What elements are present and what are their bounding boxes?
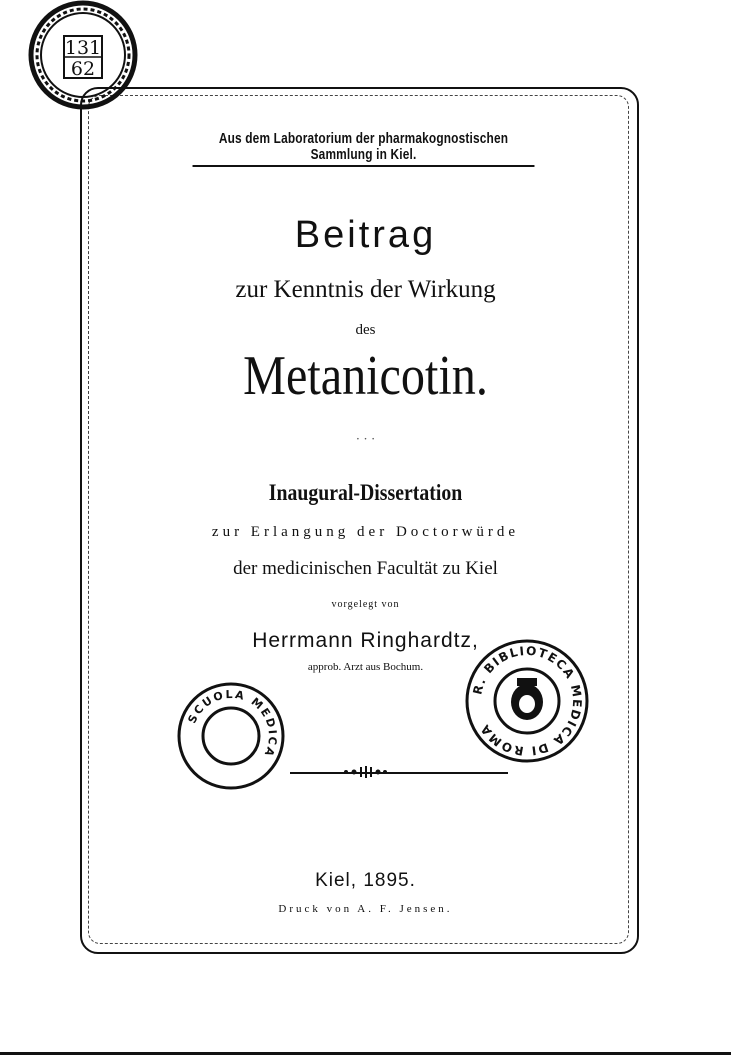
author-credentials: approb. Arzt aus Bochum. <box>307 661 424 673</box>
presented-by: vorgelegt von <box>331 599 400 610</box>
title-beitrag: Beitrag <box>294 214 437 256</box>
printer: Druck von A. F. Jensen. <box>278 903 453 915</box>
title-des: des <box>355 322 376 338</box>
ornamental-rule <box>290 772 508 774</box>
title-subtitle: zur Kenntnis der Wirkung <box>235 276 496 303</box>
shelfmark-top: 131 <box>64 37 102 59</box>
left-stamp-text: SCUOLA MEDICA <box>185 687 280 760</box>
scan-edge-line <box>0 1052 731 1055</box>
right-stamp-text: R. BIBLIOTECA MEDICA DI ROMA <box>470 643 585 759</box>
laboratory-header: Aus dem Laboratorium der pharmakognostischen Sammlung in Kiel. <box>193 131 535 167</box>
title-metanicotin: Metanicotin. <box>243 345 488 407</box>
dissertation-purpose: zur Erlangung der Doctorwürde <box>211 524 520 540</box>
place-and-year: Kiel, 1895. <box>315 870 416 891</box>
rule-ornament-icon <box>340 764 390 780</box>
dissertation-heading: Inaugural-Dissertation <box>268 480 463 505</box>
library-stamp-left <box>175 680 287 792</box>
library-stamp-right <box>462 636 592 766</box>
dissertation-faculty: der medicinischen Facultät zu Kiel <box>233 558 498 579</box>
shelfmark-stamp <box>28 0 138 110</box>
author-name: Herrmann Ringhardtz, <box>252 629 479 652</box>
separator-dots: · · · <box>355 432 376 446</box>
shelfmark-bottom: 62 <box>70 58 96 80</box>
